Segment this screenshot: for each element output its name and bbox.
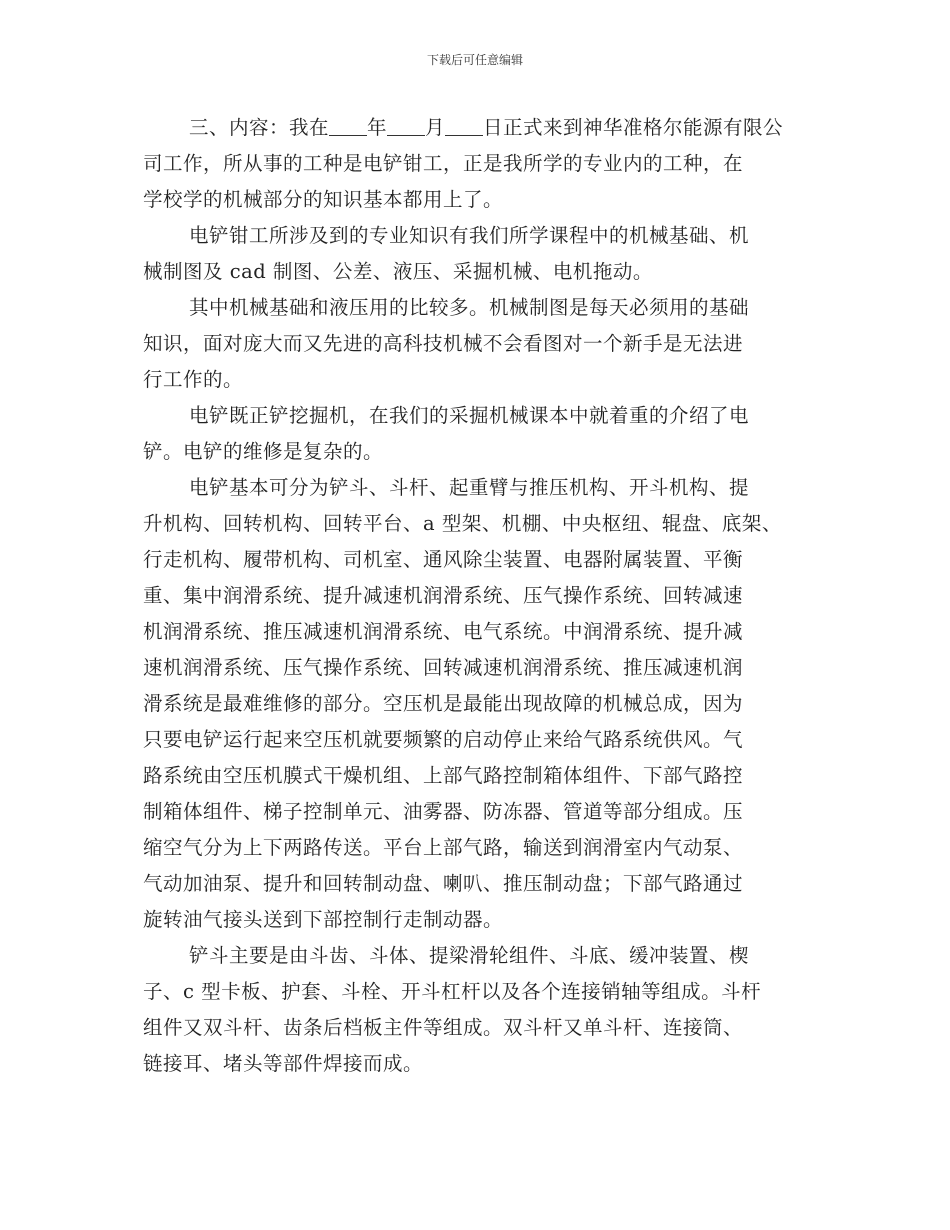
paragraph-line: 升机构、回转机构、回转平台、a 型架、机棚、中央枢纽、辊盘、底架、 — [143, 512, 782, 535]
paragraph-line: 行走机构、履带机构、司机室、通风除尘装置、电器附属装置、平衡 — [143, 548, 744, 571]
page-header: 下载后可任意编辑 — [426, 53, 523, 67]
paragraph-line: 电铲既正铲挖掘机，在我们的采掘机械课本中就着重的介绍了电 — [189, 404, 750, 427]
blank-underline — [445, 113, 483, 136]
blank-underline — [387, 113, 425, 136]
blank-underline — [329, 113, 367, 136]
paragraph-line: 子、c 型卡板、护套、斗栓、开斗杠杆以及各个连接销轴等组成。斗杆 — [143, 980, 762, 1003]
paragraph-line: 链接耳、堵头等部件焊接而成。 — [143, 1052, 424, 1075]
paragraph-line: 路系统由空压机膜式干燥机组、上部气路控制箱体组件、下部气路控 — [143, 764, 744, 787]
paragraph-line: 机润滑系统、推压减速机润滑系统、电气系统。中润滑系统、提升减 — [143, 620, 744, 643]
paragraph-line: 旋转油气接头送到下部控制行走制动器。 — [143, 908, 504, 931]
paragraph-line: 司工作，所从事的工种是电铲钳工，正是我所学的专业内的工种，在 — [143, 152, 744, 175]
paragraph-line: 电铲基本可分为铲斗、斗杆、起重臂与推压机构、开斗机构、提 — [189, 476, 750, 499]
text-segment: 年 — [367, 116, 388, 139]
paragraph-line: 滑系统是最难维修的部分。空压机是最能出现故障的机械总成，因为 — [143, 692, 744, 715]
paragraph-line: 械制图及 cad 制图、公差、液压、采掘机械、电机拖动。 — [143, 260, 653, 283]
text-segment: 月 — [425, 116, 446, 139]
paragraph-line: 铲。电铲的维修是复杂的。 — [143, 440, 384, 463]
paragraph-line: 学校学的机械部分的知识基本都用上了。 — [143, 188, 504, 211]
paragraph-line: 重、集中润滑系统、提升减速机润滑系统、压气操作系统、回转减速 — [143, 584, 744, 607]
paragraph-line: 气动加油泵、提升和回转制动盘、喇叭、推压制动盘；下部气路通过 — [143, 872, 744, 895]
text-segment: 三、内容：我在 — [189, 116, 330, 139]
paragraph-line — [143, 110, 823, 146]
paragraph-line: 速机润滑系统、压气操作系统、回转减速机润滑系统、推压减速机润 — [143, 656, 744, 679]
paragraph-line: 铲斗主要是由斗齿、斗体、提梁滑轮组件、斗底、缓冲装置、楔 — [189, 944, 750, 967]
paragraph-line: 行工作的。 — [143, 368, 244, 391]
paragraph-line: 缩空气分为上下两路传送。平台上部气路，输送到润滑室内气动泵、 — [143, 836, 744, 859]
paragraph-line: 只要电铲运行起来空压机就要频繁的启动停止来给气路系统供风。气 — [143, 728, 744, 751]
document-body — [143, 110, 823, 1082]
paragraph-line: 制箱体组件、梯子控制单元、油雾器、防冻器、管道等部分组成。压 — [143, 800, 744, 823]
paragraph-line: 组件又双斗杆、齿条后档板主件等组成。双斗杆又单斗杆、连接筒、 — [143, 1016, 744, 1039]
paragraph-line: 知识，面对庞大而又先进的高科技机械不会看图对一个新手是无法进 — [143, 332, 744, 355]
paragraph-line: 电铲钳工所涉及到的专业知识有我们所学课程中的机械基础、机 — [189, 224, 750, 247]
text-segment: 日正式来到神华准格尔能源有限公 — [483, 116, 784, 139]
paragraph-line: 其中机械基础和液压用的比较多。机械制图是每天必须用的基础 — [189, 296, 750, 319]
